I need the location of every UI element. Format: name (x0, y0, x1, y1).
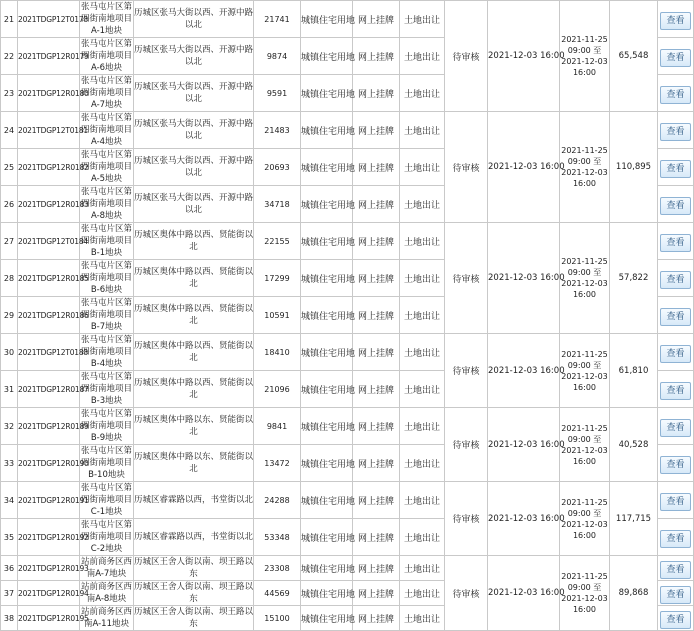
starting-price: 117,715 (610, 482, 658, 556)
row-number: 26 (1, 186, 18, 223)
land-use: 城镇住宅用地 (301, 519, 353, 556)
transaction-type: 土地出让 (400, 408, 445, 445)
transaction-type: 土地出让 (400, 223, 445, 260)
parcel-location: 历城区张马大街以西、开源中路以北 (134, 75, 254, 112)
parcel-name: 张马屯片区第四街南地项目A-5地块 (80, 150, 132, 184)
transfer-method: 网上挂牌 (353, 371, 400, 408)
review-status: 待审核 (445, 112, 488, 223)
action-cell (658, 149, 694, 186)
parcel-name: 张马屯片区第四街南地项目B-7地块 (80, 298, 132, 332)
period-start-time: 09:00 至 (567, 434, 602, 444)
action-cell (658, 75, 694, 112)
land-use: 城镇住宅用地 (301, 606, 353, 631)
parcel-name: 张马屯片区第四街南地项目A-4地块 (80, 113, 132, 147)
transfer-method: 网上挂牌 (353, 112, 400, 149)
parcel-location: 历城区奥体中路以西、贤能街以北 (134, 334, 254, 371)
row-number: 22 (1, 38, 18, 75)
period-start-time: 09:00 至 (567, 157, 602, 166)
transfer-method: 网上挂牌 (353, 186, 400, 223)
listing-period (560, 334, 610, 408)
parcel-code: 2021TDGP12R0187 (18, 371, 80, 408)
action-cell (658, 223, 694, 260)
transfer-method: 网上挂牌 (353, 482, 400, 519)
period-start-time: 09:00 至 (567, 508, 602, 518)
transaction-type: 土地出让 (400, 112, 445, 149)
period-start-date: 2021-11-25 (561, 146, 608, 155)
period-end-time: 16:00 (572, 290, 597, 299)
parcel-name: 张马屯片区第四街南地项目C-1地块 (80, 483, 132, 517)
parcel-area: 9841 (254, 408, 301, 445)
parcel-code: 2021TDGP12R0189 (18, 408, 80, 445)
transaction-type: 土地出让 (400, 75, 445, 112)
transaction-type: 土地出让 (400, 371, 445, 408)
parcel-name: 张马屯片区第四街南地项目A-1地块 (80, 2, 132, 36)
view-button[interactable]: 查看 (660, 197, 691, 215)
parcel-area: 22155 (254, 223, 301, 260)
parcel-area: 17299 (254, 260, 301, 297)
action-cell (658, 445, 694, 482)
transaction-type: 土地出让 (400, 297, 445, 334)
transaction-type: 土地出让 (400, 186, 445, 223)
parcel-code: 2021TDGP12R0193 (18, 556, 80, 581)
period-start-date: 2021-11-25 (561, 497, 608, 507)
view-button[interactable]: 查看 (660, 160, 691, 178)
period-start-time: 09:00 至 (567, 46, 602, 55)
listing-period (560, 408, 610, 482)
starting-price: 89,868 (610, 556, 658, 631)
period-end-date: 2021-12-03 (561, 168, 608, 177)
row-number: 24 (1, 112, 18, 149)
row-number: 27 (1, 223, 18, 260)
parcel-area: 10591 (254, 297, 301, 334)
land-use: 城镇住宅用地 (301, 334, 353, 371)
starting-price: 61,810 (610, 334, 658, 408)
view-button[interactable]: 查看 (660, 586, 691, 604)
parcel-name: 张马屯片区第四街南地项目B-4地块 (80, 335, 132, 369)
land-use: 城镇住宅用地 (301, 581, 353, 606)
table-row (1, 334, 694, 371)
row-number: 30 (1, 334, 18, 371)
parcel-area: 21096 (254, 371, 301, 408)
land-use: 城镇住宅用地 (301, 556, 353, 581)
action-cell (658, 556, 694, 581)
action-cell (658, 112, 694, 149)
application-deadline: 2021-12-03 16:00 (488, 482, 560, 556)
transfer-method: 网上挂牌 (353, 75, 400, 112)
table-row (1, 482, 694, 519)
row-number: 31 (1, 371, 18, 408)
parcel-area: 9591 (254, 75, 301, 112)
parcel-location: 历城区张马大街以西、开源中路以北 (134, 186, 254, 223)
listing-period (560, 223, 610, 334)
parcel-name: 张马屯片区第四街南地项目A-6地块 (80, 39, 132, 73)
view-button[interactable]: 查看 (660, 345, 691, 363)
period-start-date: 2021-11-25 (561, 423, 608, 433)
view-button[interactable]: 查看 (660, 308, 691, 326)
period-end-date: 2021-12-03 (561, 371, 608, 381)
parcel-name: 站前商务区西南A-8地块 (80, 582, 132, 604)
land-use: 城镇住宅用地 (301, 482, 353, 519)
row-number: 34 (1, 482, 18, 519)
starting-price: 57,822 (610, 223, 658, 334)
action-cell (658, 334, 694, 371)
period-end-date: 2021-12-03 (561, 57, 608, 66)
parcel-area: 13472 (254, 445, 301, 482)
row-number: 37 (1, 581, 18, 606)
review-status: 待审核 (445, 408, 488, 482)
parcel-location: 历城区奥体中路以西、贤能街以北 (134, 297, 254, 334)
view-button[interactable]: 查看 (660, 271, 691, 289)
parcel-code: 2021TDGP12R0192 (18, 519, 80, 556)
transfer-method: 网上挂牌 (353, 223, 400, 260)
period-end-time: 16:00 (572, 179, 597, 188)
transfer-method: 网上挂牌 (353, 556, 400, 581)
parcel-location: 历城区奥体中路以东、贤能街以北 (134, 408, 254, 445)
row-number: 36 (1, 556, 18, 581)
transaction-type: 土地出让 (400, 38, 445, 75)
row-number: 33 (1, 445, 18, 482)
period-end-date: 2021-12-03 (561, 594, 608, 603)
table-row (1, 408, 694, 445)
parcel-code: 2021TDGP12T0188 (18, 334, 80, 371)
action-cell (658, 260, 694, 297)
parcel-location: 历城区奥体中路以西、贤能街以北 (134, 223, 254, 260)
table-row (1, 1, 694, 38)
transfer-method: 网上挂牌 (353, 408, 400, 445)
parcel-area: 44569 (254, 581, 301, 606)
parcel-code: 2021TDGP12R0194 (18, 581, 80, 606)
application-deadline: 2021-12-03 16:00 (488, 408, 560, 482)
transaction-type: 土地出让 (400, 556, 445, 581)
review-status: 待审核 (445, 334, 488, 408)
action-cell (658, 371, 694, 408)
view-button[interactable]: 查看 (660, 561, 691, 579)
action-cell (658, 186, 694, 223)
parcel-name: 张马屯片区第四街南地项目B-10地块 (80, 446, 132, 480)
parcel-code: 2021TDGP12T0178 (18, 1, 80, 38)
view-button[interactable]: 查看 (660, 456, 691, 474)
land-use: 城镇住宅用地 (301, 186, 353, 223)
transaction-type: 土地出让 (400, 581, 445, 606)
view-button[interactable]: 查看 (660, 86, 691, 104)
application-deadline: 2021-12-03 16:00 (488, 112, 560, 223)
transfer-method: 网上挂牌 (353, 38, 400, 75)
review-status: 待审核 (445, 482, 488, 556)
period-start-date: 2021-11-25 (561, 35, 608, 44)
parcel-location: 历城区睿霖路以西，书堂街以北 (134, 482, 254, 519)
view-button[interactable]: 查看 (660, 382, 691, 400)
row-number: 29 (1, 297, 18, 334)
application-deadline: 2021-12-03 16:00 (488, 223, 560, 334)
parcel-name: 站前商务区西南A-7地块 (80, 557, 132, 579)
review-status: 待审核 (445, 1, 488, 112)
view-button[interactable]: 查看 (660, 419, 691, 437)
review-status: 待审核 (445, 223, 488, 334)
parcel-location: 历城区张马大街以西、开源中路以北 (134, 149, 254, 186)
parcel-name: 张马屯片区第四街南地项目B-9地块 (80, 409, 132, 443)
parcel-area: 9874 (254, 38, 301, 75)
transaction-type: 土地出让 (400, 606, 445, 631)
application-deadline: 2021-12-03 16:00 (488, 334, 560, 408)
parcel-location: 历城区王舍人街以南、坝王路以东 (134, 557, 254, 579)
starting-price: 65,548 (610, 1, 658, 112)
view-button[interactable]: 查看 (660, 234, 691, 252)
land-use: 城镇住宅用地 (301, 445, 353, 482)
action-cell (658, 297, 694, 334)
listing-period (560, 482, 610, 556)
view-button[interactable]: 查看 (660, 530, 691, 548)
table-row (1, 112, 694, 149)
application-deadline: 2021-12-03 16:00 (488, 556, 560, 631)
parcel-area: 34718 (254, 186, 301, 223)
parcel-location: 历城区张马大街以西、开源中路以北 (134, 112, 254, 149)
view-button[interactable]: 查看 (660, 611, 691, 629)
view-button[interactable]: 查看 (660, 12, 691, 30)
parcel-code: 2021TDGP12R0190 (18, 445, 80, 482)
period-end-time: 16:00 (572, 605, 597, 614)
period-end-time: 16:00 (572, 382, 597, 392)
parcel-location: 历城区王舍人街以南、坝王路以东 (134, 607, 254, 629)
listing-period (560, 112, 610, 223)
period-end-time: 16:00 (572, 456, 597, 466)
transfer-method: 网上挂牌 (353, 519, 400, 556)
parcel-code: 2021TDGP12R0182 (18, 149, 80, 186)
parcel-location: 历城区张马大街以西、开源中路以北 (134, 38, 254, 75)
parcel-code: 2021TDGP12R0186 (18, 297, 80, 334)
listing-period (560, 1, 610, 112)
starting-price: 40,528 (610, 408, 658, 482)
transaction-type: 土地出让 (400, 519, 445, 556)
parcel-location: 历城区王舍人街以南、坝王路以东 (134, 582, 254, 604)
starting-price: 110,895 (610, 112, 658, 223)
row-number: 35 (1, 519, 18, 556)
parcel-area: 24288 (254, 482, 301, 519)
period-start-time: 09:00 至 (567, 360, 602, 370)
action-cell (658, 1, 694, 38)
parcel-area: 21741 (254, 1, 301, 38)
action-cell (658, 581, 694, 606)
action-cell (658, 38, 694, 75)
land-use: 城镇住宅用地 (301, 1, 353, 38)
parcel-code: 2021TDGP12T0181 (18, 112, 80, 149)
parcel-name: 张马屯片区第四街南地项目A-7地块 (80, 76, 132, 110)
period-end-date: 2021-12-03 (561, 279, 608, 288)
listing-period (560, 556, 610, 631)
parcel-location: 历城区奥体中路以东、贤能街以北 (134, 445, 254, 482)
parcel-code: 2021TDGP12R0185 (18, 260, 80, 297)
transaction-type: 土地出让 (400, 149, 445, 186)
period-start-time: 09:00 至 (567, 268, 602, 277)
parcel-area: 18410 (254, 334, 301, 371)
action-cell (658, 606, 694, 631)
period-end-date: 2021-12-03 (561, 519, 608, 529)
transaction-type: 土地出让 (400, 445, 445, 482)
land-use: 城镇住宅用地 (301, 260, 353, 297)
transfer-method: 网上挂牌 (353, 606, 400, 631)
land-use: 城镇住宅用地 (301, 38, 353, 75)
period-end-time: 16:00 (572, 68, 597, 77)
parcel-location: 历城区奥体中路以西、贤能街以北 (134, 260, 254, 297)
transfer-method: 网上挂牌 (353, 149, 400, 186)
application-deadline: 2021-12-03 16:00 (488, 1, 560, 112)
parcel-code: 2021TDGP12T0184 (18, 223, 80, 260)
transfer-method: 网上挂牌 (353, 334, 400, 371)
table-row (1, 556, 694, 581)
parcel-code: 2021TDGP12R0195 (18, 606, 80, 631)
action-cell (658, 408, 694, 445)
land-use: 城镇住宅用地 (301, 149, 353, 186)
parcel-area: 20693 (254, 149, 301, 186)
row-number: 28 (1, 260, 18, 297)
parcel-name: 张马屯片区第四街南地项目A-8地块 (80, 187, 132, 221)
transaction-type: 土地出让 (400, 334, 445, 371)
parcel-area: 53348 (254, 519, 301, 556)
land-use: 城镇住宅用地 (301, 75, 353, 112)
action-cell (658, 519, 694, 556)
parcel-location: 历城区张马大街以西、开源中路以北 (134, 1, 254, 38)
period-start-date: 2021-11-25 (561, 572, 608, 581)
transaction-type: 土地出让 (400, 1, 445, 38)
land-use: 城镇住宅用地 (301, 223, 353, 260)
parcel-area: 15100 (254, 606, 301, 631)
row-number: 32 (1, 408, 18, 445)
parcel-code: 2021TDGP12R0183 (18, 186, 80, 223)
parcel-area: 23308 (254, 556, 301, 581)
land-use: 城镇住宅用地 (301, 408, 353, 445)
land-use: 城镇住宅用地 (301, 371, 353, 408)
land-use: 城镇住宅用地 (301, 297, 353, 334)
transfer-method: 网上挂牌 (353, 1, 400, 38)
parcel-location: 历城区睿霖路以西，书堂街以北 (134, 519, 254, 556)
period-start-date: 2021-11-25 (561, 349, 608, 359)
parcel-name: 张马屯片区第四街南地项目C-2地块 (80, 520, 132, 554)
parcel-code: 2021TDGP12R0191 (18, 482, 80, 519)
land-use: 城镇住宅用地 (301, 112, 353, 149)
period-end-time: 16:00 (572, 530, 597, 540)
parcel-location: 历城区奥体中路以西、贤能街以北 (134, 371, 254, 408)
transfer-method: 网上挂牌 (353, 445, 400, 482)
parcel-code: 2021TDGP12R0180 (18, 75, 80, 112)
parcel-code: 2021TDGP12R0179 (18, 38, 80, 75)
action-cell (658, 482, 694, 519)
view-button[interactable]: 查看 (660, 493, 691, 511)
transfer-method: 网上挂牌 (353, 297, 400, 334)
parcel-name: 站前商务区西南A-11地块 (80, 607, 132, 629)
parcel-area: 21483 (254, 112, 301, 149)
parcel-name: 张马屯片区第四街南地项目B-1地块 (80, 224, 132, 258)
review-status: 待审核 (445, 556, 488, 631)
row-number: 25 (1, 149, 18, 186)
transaction-type: 土地出让 (400, 482, 445, 519)
row-number: 23 (1, 75, 18, 112)
transfer-method: 网上挂牌 (353, 581, 400, 606)
period-end-date: 2021-12-03 (561, 445, 608, 455)
period-start-date: 2021-11-25 (561, 257, 608, 266)
period-start-time: 09:00 至 (567, 583, 602, 592)
transaction-type: 土地出让 (400, 260, 445, 297)
view-button[interactable]: 查看 (660, 49, 691, 67)
row-number: 38 (1, 606, 18, 631)
table-row (1, 223, 694, 260)
transfer-method: 网上挂牌 (353, 260, 400, 297)
view-button[interactable]: 查看 (660, 123, 691, 141)
parcel-name: 张马屯片区第四街南地项目B-3地块 (80, 372, 132, 406)
parcel-name: 张马屯片区第四街南地项目B-6地块 (80, 261, 132, 295)
row-number: 21 (1, 1, 18, 38)
